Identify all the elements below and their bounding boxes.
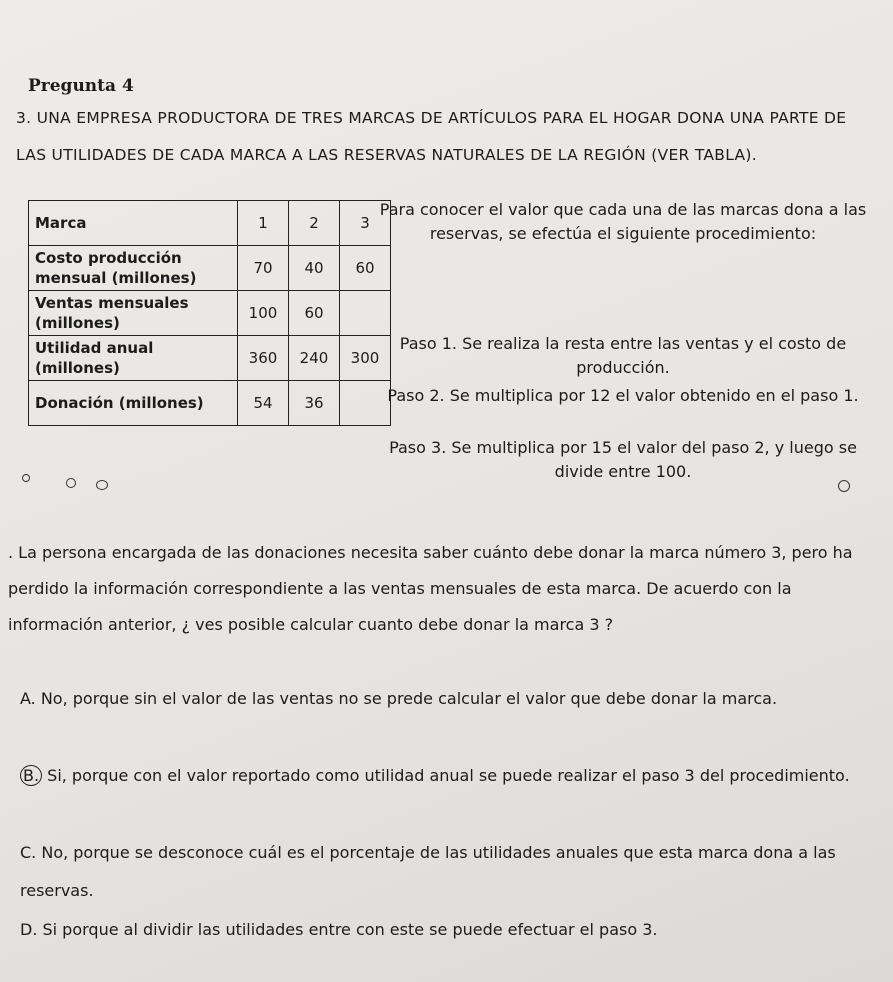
table-cell: 360 <box>238 336 289 381</box>
table-cell: 60 <box>340 246 391 291</box>
option-d[interactable]: D. Si porque al dividir las utilidades entre con este se puede efectuar el paso 3. <box>20 920 658 939</box>
table-cell: 100 <box>238 291 289 336</box>
table-header-col: 3 <box>340 201 391 246</box>
question-intro: 3. UNA EMPRESA PRODUCTORA DE TRES MARCAS DE ARTÍCULOS PARA EL HOGAR DONA UNA PARTE DE LAS UTILIDADES DE CADA MARCA A LAS RESERVAS NATURALES DE LA REGIÓN (VER TABLA). <box>16 109 847 164</box>
table-cell: 40 <box>289 246 340 291</box>
procedure-step-1: Paso 1. Se realiza la resta entre las ventas y el costo de producción. <box>399 334 847 377</box>
table-header-col: 2 <box>289 201 340 246</box>
ink-dot <box>66 478 76 488</box>
table-cell: 54 <box>238 381 289 426</box>
table-header-col: 1 <box>238 201 289 246</box>
table-cell: 60 <box>289 291 340 336</box>
procedure-step-3: Paso 3. Se multiplica por 15 el valor del paso 2, y luego se divide entre 100. <box>389 438 857 481</box>
table-row <box>29 291 391 336</box>
ink-dot <box>96 480 108 490</box>
table-cell: 36 <box>289 381 340 426</box>
ink-dot <box>838 480 850 492</box>
question-title: Pregunta 4 <box>28 76 134 96</box>
table-header-row <box>29 201 391 246</box>
table-row <box>29 381 391 426</box>
ink-dot <box>22 474 30 482</box>
table-cell: 240 <box>289 336 340 381</box>
option-b-text: Si, porque con el valor reportado como utilidad anual se puede realizar el paso 3 del procedimiento. <box>47 766 850 785</box>
table-row <box>29 336 391 381</box>
brands-table <box>28 200 391 426</box>
table-cell: 300 <box>340 336 391 381</box>
table-row <box>29 246 391 291</box>
table-row-label: Costo producción mensual (millones) <box>29 246 238 291</box>
option-b[interactable] <box>20 757 860 795</box>
problem-statement: . La persona encargada de las donaciones necesita saber cuánto debe donar la marca número 3, pero ha perdido la información correspondiente a las ventas mensuales de esta marca. De acuerdo con la información anterior, ¿ ves posible calcular cuanto debe donar la marca 3 ? <box>8 543 853 634</box>
table-cell <box>340 291 391 336</box>
option-c[interactable]: C. No, porque se desconoce cuál es el porcentaje de las utilidades anuales que esta marca dona a las reservas. <box>20 843 836 900</box>
table-row-label: Ventas mensuales (millones) <box>29 291 238 336</box>
table-row-label: Donación (millones) <box>29 381 238 426</box>
selected-letter-circle: B. <box>20 765 42 786</box>
option-a[interactable]: A. No, porque sin el valor de las ventas no se prede calcular el valor que debe donar la marca. <box>20 689 778 708</box>
table-row-label: Utilidad anual (millones) <box>29 336 238 381</box>
procedure-step-2: Paso 2. Se multiplica por 12 el valor obtenido en el paso 1. <box>387 386 859 405</box>
table-header-label: Marca <box>29 201 238 246</box>
procedure-intro: Para conocer el valor que cada una de las marcas dona a las reservas, se efectúa el siguiente procedimiento: <box>379 200 867 243</box>
table-cell: 70 <box>238 246 289 291</box>
